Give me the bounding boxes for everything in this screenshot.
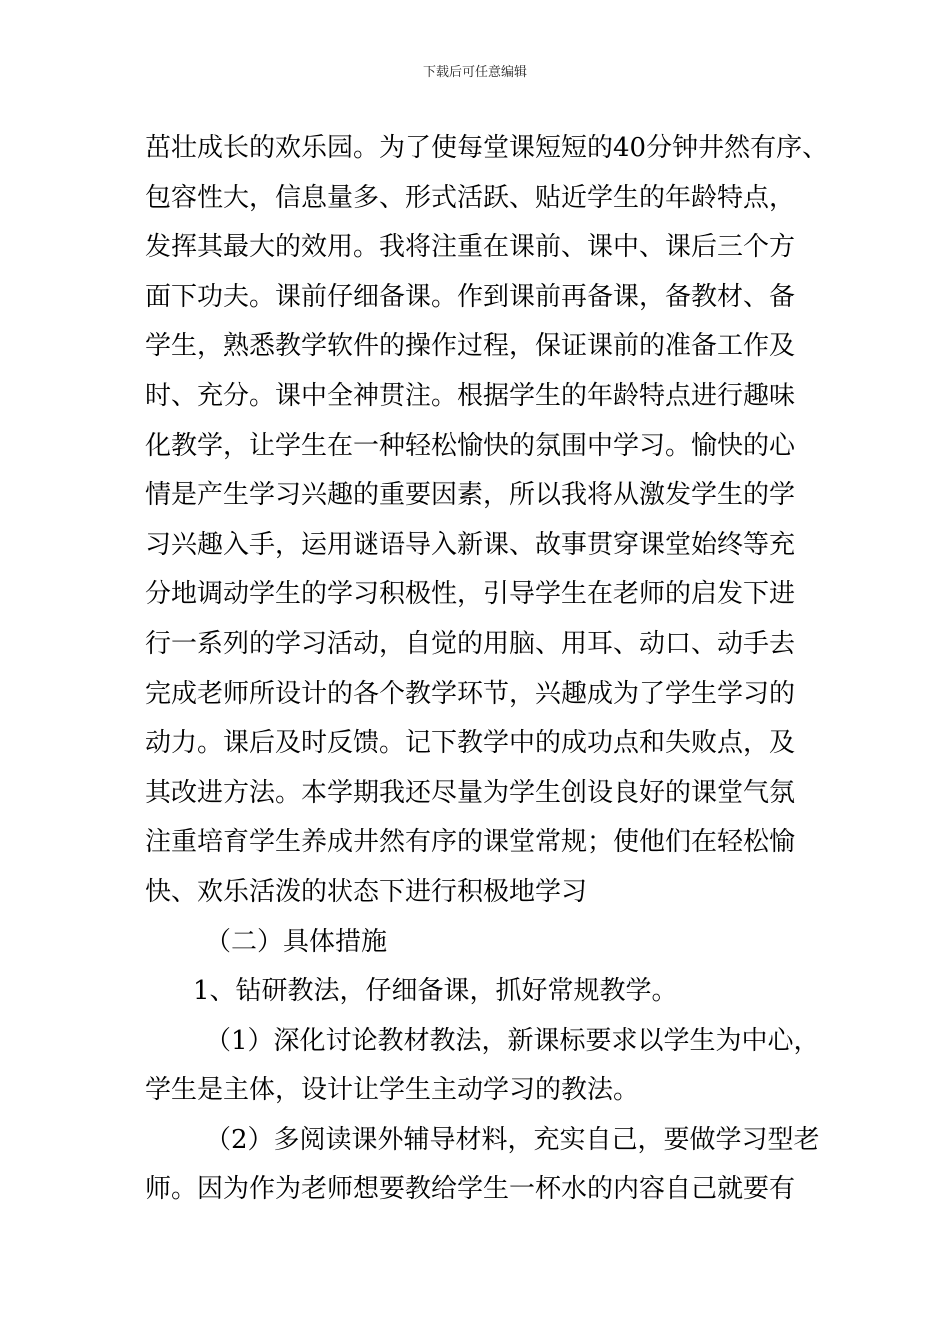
paragraph-line: 动力。课后及时反馈。记下教学中的成功点和失败点，及 — [145, 728, 796, 759]
paragraph-line: 情是产生学习兴趣的重要因素，所以我将从激发学生的学 — [145, 480, 796, 511]
paragraph-line: 完成老师所设计的各个教学环节，兴趣成为了学生学习的 — [145, 678, 796, 709]
section-heading: （二）具体措施 — [205, 926, 388, 957]
paragraph-line: 时、充分。课中全神贯注。根据学生的年龄特点进行趣味 — [145, 380, 796, 411]
paragraph-line: 化教学，让学生在一种轻松愉快的氛围中学习。愉快的心 — [145, 430, 796, 461]
paragraph-line: 快、欢乐活泼的状态下进行积极地学习 — [145, 876, 588, 907]
paragraph-line: 行一系列的学习活动，自觉的用脑、用耳、动口、动手去 — [145, 628, 796, 659]
document-body — [145, 124, 829, 1215]
paragraph-line: 分地调动学生的学习积极性，引导学生在老师的启发下进 — [145, 579, 796, 610]
sub-item-1-line: （1）深化讨论教材教法，新课标要求以学生为中心， — [205, 1025, 820, 1056]
paragraph-line: 面下功夫。课前仔细备课。作到课前再备课，备教材、备 — [145, 281, 796, 312]
sub-item-2-line: （2）多阅读课外辅导材料，充实自己，要做学习型老 — [205, 1124, 820, 1155]
paragraph-line: 注重培育学生养成井然有序的课堂常规；使他们在轻松愉 — [145, 827, 796, 858]
page-header: 下载后可任意编辑 — [422, 65, 527, 80]
paragraph-line: 发挥其最大的效用。我将注重在课前、课中、课后三个方 — [145, 232, 796, 263]
list-item-1: 1、钻研教法，仔细备课，抓好常规教学。 — [193, 976, 678, 1007]
paragraph-line: 其改进方法。本学期我还尽量为学生创设良好的课堂气氛 — [145, 777, 796, 808]
paragraph-line: 包容性大，信息量多、形式活跃、贴近学生的年龄特点， — [145, 182, 796, 213]
paragraph-line: 茁壮成长的欢乐园。为了使每堂课短短的40分钟井然有序、 — [145, 133, 829, 163]
sub-item-2-line: 师。因为作为老师想要教给学生一杯水的内容自己就要有 — [145, 1174, 796, 1205]
paragraph-line: 学生，熟悉教学软件的操作过程，保证课前的准备工作及 — [145, 331, 796, 362]
sub-item-1-line: 学生是主体，设计让学生主动学习的教法。 — [145, 1075, 640, 1106]
paragraph-line: 习兴趣入手，运用谜语导入新课、故事贯穿课堂始终等充 — [145, 529, 796, 560]
